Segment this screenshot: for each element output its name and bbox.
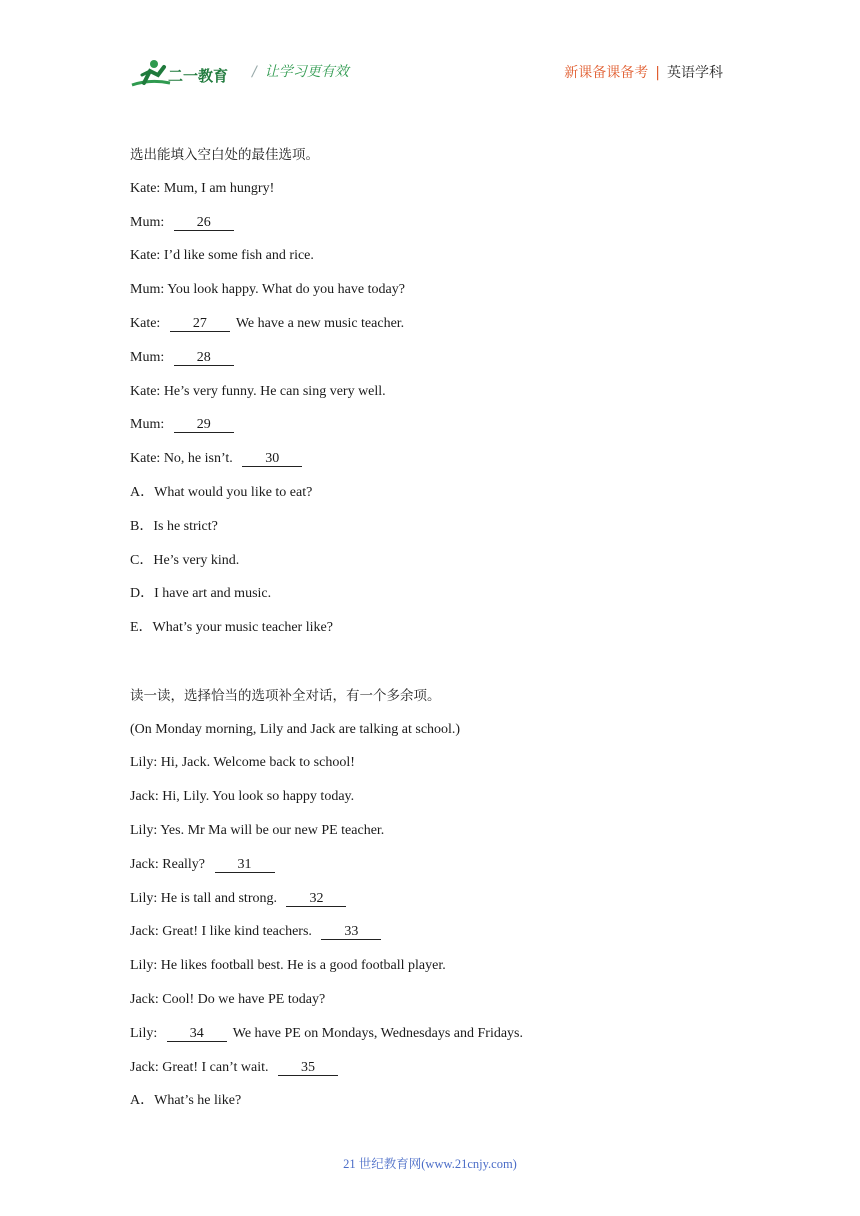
option-text: B．Is he strict? <box>130 518 218 534</box>
answer-blank[interactable]: 32 <box>286 891 346 907</box>
option-line <box>130 585 271 603</box>
dialogue-text: Lily: Yes. Mr Ma will be our new PE teacher. <box>130 823 385 838</box>
dialogue-line <box>130 281 405 299</box>
dialogue-speaker: Lily: He is tall and strong. <box>130 890 281 906</box>
instruction-text: 读一读，选择恰当的选项补全对话，有一个多余项。 <box>130 687 441 704</box>
answer-blank[interactable]: 26 <box>174 215 234 231</box>
slogan-text: 让学习更有效 <box>264 64 349 80</box>
dialogue-speaker: Mum: <box>130 214 168 230</box>
dialogue-line <box>130 754 355 772</box>
dialogue-line <box>130 788 354 806</box>
dialogue-line <box>130 416 234 434</box>
answer-blank[interactable]: 29 <box>174 417 234 433</box>
context-text: (On Monday morning, Lily and Jack are talking at school.) <box>130 721 461 737</box>
slogan <box>252 61 349 81</box>
option-line <box>130 552 239 570</box>
option-text: D．I have art and music. <box>130 586 272 602</box>
option-text: C．He’s very kind. <box>130 552 240 568</box>
dialogue-text: Mum: You look happy. What do you have today? <box>130 282 405 298</box>
section2-instruction <box>130 687 441 706</box>
logo-icon <box>130 57 242 91</box>
context-line <box>130 721 460 739</box>
answer-blank[interactable]: 28 <box>174 350 234 366</box>
dialogue-text: We have PE on Mondays, Wednesdays and Fridays. <box>232 1025 524 1041</box>
logo-text: 二一教育 <box>168 67 229 85</box>
dialogue-line <box>130 822 384 840</box>
section1-instruction <box>130 146 319 165</box>
dialogue-line <box>130 856 275 874</box>
dialogue-text: Jack: Hi, Lily. You look so happy today. <box>130 789 355 805</box>
answer-blank[interactable]: 31 <box>215 857 275 873</box>
dialogue-speaker: Jack: Really? <box>130 856 209 872</box>
dialogue-speaker: Lily: <box>130 1025 161 1041</box>
footer-text: 21 世纪教育网(www.21cnjy.com) <box>343 1157 517 1171</box>
instruction-text: 选出能填入空白处的最佳选项。 <box>130 147 319 163</box>
dialogue-speaker: Kate: No, he isn’t. <box>130 451 237 467</box>
answer-blank[interactable]: 30 <box>242 451 302 467</box>
dialogue-speaker: Mum: <box>130 349 168 365</box>
dialogue-text: Kate: Mum, I am hungry! <box>130 180 275 196</box>
dialogue-line <box>130 315 404 333</box>
dialogue-text: We have a new music teacher. <box>235 316 405 331</box>
dialogue-speaker: Jack: Great! I can’t wait. <box>130 1059 273 1075</box>
header-tag-right: 英语学科 <box>667 65 723 81</box>
answer-blank[interactable]: 27 <box>170 316 230 332</box>
dialogue-line <box>130 450 302 468</box>
header-tags <box>564 62 723 82</box>
option-text: E．What’s your music teacher like? <box>130 620 333 636</box>
dialogue-line <box>130 247 314 265</box>
dialogue-line <box>130 1059 338 1077</box>
slogan-separator: / <box>252 64 257 80</box>
dialogue-line <box>130 923 381 941</box>
dialogue-text: Lily: He likes football best. He is a good football player. <box>130 958 446 974</box>
dialogue-line <box>130 349 234 367</box>
option-text: A．What’s he like? <box>130 1093 242 1109</box>
dialogue-line <box>130 180 274 198</box>
dialogue-line <box>130 991 325 1009</box>
answer-blank[interactable]: 34 <box>167 1026 227 1042</box>
answer-blank[interactable]: 35 <box>278 1060 338 1076</box>
option-line <box>130 1092 241 1110</box>
dialogue-text: Lily: Hi, Jack. Welcome back to school! <box>130 755 355 771</box>
page-header <box>0 0 860 110</box>
option-text: A．What would you like to eat? <box>130 485 313 500</box>
dialogue-speaker: Kate: <box>130 316 164 331</box>
dialogue-text: Kate: He’s very funny. He can sing very well. <box>130 383 386 399</box>
option-line <box>130 619 333 637</box>
option-line <box>130 518 218 536</box>
dialogue-line <box>130 957 446 975</box>
dialogue-line <box>130 214 234 232</box>
dialogue-speaker: Jack: Great! I like kind teachers. <box>130 924 316 940</box>
answer-blank[interactable]: 33 <box>321 924 381 940</box>
dialogue-speaker: Mum: <box>130 417 168 433</box>
option-line <box>130 484 312 502</box>
dialogue-line <box>130 1025 523 1043</box>
header-separator: | <box>655 65 660 81</box>
header-tag-left: 新课备课备考 <box>564 65 649 81</box>
dialogue-line <box>130 890 346 908</box>
dialogue-text: Jack: Cool! Do we have PE today? <box>130 992 326 1007</box>
dialogue-text: Kate: I’d like some fish and rice. <box>130 248 314 264</box>
dialogue-line <box>130 383 386 401</box>
